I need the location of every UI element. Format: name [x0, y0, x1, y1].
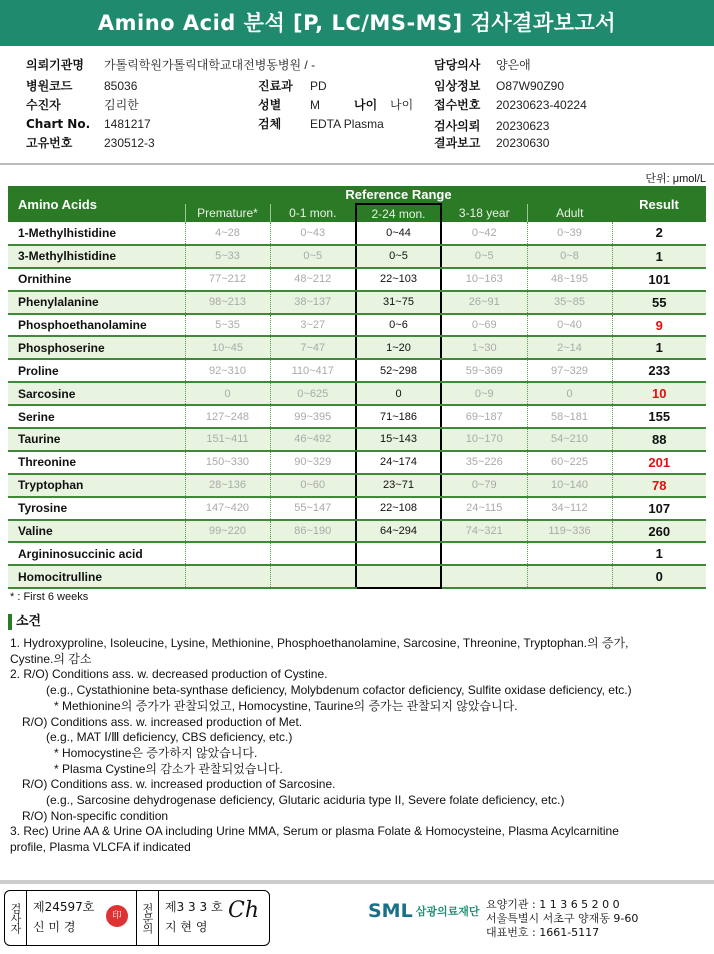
logo-text: SML: [368, 900, 413, 922]
amino-acid-name: Phosphoethanolamine: [8, 314, 185, 337]
amino-acid-name: Taurine: [8, 428, 185, 451]
table-row: [8, 268, 706, 291]
reference-range: 48~212: [270, 268, 356, 291]
reference-range: 74~321: [441, 520, 527, 543]
chart-number: 1481217: [104, 117, 151, 131]
header-adult: Adult: [527, 204, 612, 222]
reference-range: 127~248: [185, 405, 270, 428]
reference-range: 46~492: [270, 428, 356, 451]
label: 담당의사: [434, 58, 481, 72]
hospital-code: 85036: [104, 79, 138, 93]
comment-line: R/O) Non-specific condition: [22, 808, 169, 823]
tester-label: 검사자: [9, 903, 22, 933]
reference-range: 69~187: [441, 405, 527, 428]
reference-range: [441, 542, 527, 565]
reference-range: 90~329: [270, 451, 356, 474]
header-amino-acids: Amino Acids: [8, 186, 185, 222]
table-row: [8, 245, 706, 268]
result-value: 1: [612, 336, 706, 359]
reference-range: 60~225: [527, 451, 612, 474]
reference-range: 52~298: [356, 359, 441, 382]
reference-range: 0~625: [270, 382, 356, 405]
reference-range: 71~186: [356, 405, 441, 428]
table-row: [8, 336, 706, 359]
table-row: [8, 565, 706, 588]
reference-range: 98~213: [185, 291, 270, 314]
result-value: 9: [612, 314, 706, 337]
reference-range: 1~20: [356, 336, 441, 359]
reference-range: [185, 565, 270, 588]
reference-range: 0~42: [441, 222, 527, 245]
footnote: * : First 6 weeks: [10, 591, 89, 603]
table-row: [8, 542, 706, 565]
table-row: [8, 359, 706, 382]
label: 병원코드: [26, 79, 73, 93]
specimen: EDTA Plasma: [310, 117, 384, 131]
reference-range: 0~39: [527, 222, 612, 245]
doctor-number: 제3 3 3 호: [165, 900, 223, 914]
patient-name: 김리한: [104, 98, 139, 112]
reference-range: 10~140: [527, 474, 612, 497]
divider: [0, 880, 714, 884]
result-value: 1: [612, 542, 706, 565]
table-row: [8, 291, 706, 314]
amino-acid-name: Tryptophan: [8, 474, 185, 497]
header-2-24-mon: 2-24 mon.: [356, 204, 441, 222]
result-value: 107: [612, 497, 706, 520]
amino-acid-name: Phosphoserine: [8, 336, 185, 359]
label: 진료과: [258, 79, 293, 93]
reference-range: 7~47: [270, 336, 356, 359]
tester-number: 제24597호: [33, 900, 95, 914]
label: 성별: [258, 98, 282, 112]
label: 접수번호: [434, 98, 481, 112]
table-row: [8, 497, 706, 520]
result-value: 1: [612, 245, 706, 268]
reference-range: [527, 542, 612, 565]
org-info: [486, 898, 638, 940]
reference-range: 35~226: [441, 451, 527, 474]
reference-range: 10~45: [185, 336, 270, 359]
result-value: 78: [612, 474, 706, 497]
comment-line: (e.g., MAT Ⅰ/Ⅲ deficiency, CBS deficiency, etc.): [46, 730, 293, 745]
result-value: 260: [612, 520, 706, 543]
reference-range: 59~369: [441, 359, 527, 382]
doctor-name: 지 현 영: [165, 920, 208, 934]
institution: 가톨릭학원가톨릭대학교대전병동병원 / -: [104, 58, 316, 72]
tester: [27, 891, 137, 945]
table-row: [8, 474, 706, 497]
comment-line: R/O) Conditions ass. w. increased production of Met.: [22, 714, 303, 729]
header-0-1-mon: 0-1 mon.: [270, 204, 356, 222]
label: 검사의뢰: [434, 119, 481, 133]
reference-range: 92~310: [185, 359, 270, 382]
amino-acid-name: Threonine: [8, 451, 185, 474]
reference-range: 0~60: [270, 474, 356, 497]
doctor-label: 전문의: [141, 903, 154, 933]
reference-range: 97~329: [527, 359, 612, 382]
clinical-info: O87W90Z90: [496, 79, 565, 93]
reference-range: 55~147: [270, 497, 356, 520]
reference-range: 0~5: [270, 245, 356, 268]
tester-label-cell: [5, 891, 27, 945]
reference-range: 38~137: [270, 291, 356, 314]
handwritten-signature: Ch: [227, 898, 259, 923]
reference-range: 0: [185, 382, 270, 405]
reference-range: 99~220: [185, 520, 270, 543]
comment-line: * Homocystine은 증가하지 않았습니다.: [54, 745, 258, 760]
label: 결과보고: [434, 136, 481, 150]
result-value: 88: [612, 428, 706, 451]
result-value: 201: [612, 451, 706, 474]
result-value: 233: [612, 359, 706, 382]
reference-range: 15~143: [356, 428, 441, 451]
reference-range: 0~69: [441, 314, 527, 337]
table-row: [8, 314, 706, 337]
header-reference-range: Reference Range: [185, 186, 612, 204]
tester-name: 신 미 경: [33, 920, 76, 934]
sex: M: [310, 98, 320, 112]
reference-range: 0~6: [356, 314, 441, 337]
result-value: 101: [612, 268, 706, 291]
reference-range: 23~71: [356, 474, 441, 497]
reference-range: 58~181: [527, 405, 612, 428]
comments: [10, 636, 632, 856]
reference-range: 35~85: [527, 291, 612, 314]
table-row: [8, 222, 706, 245]
reference-range: [356, 565, 441, 588]
amino-acid-name: Proline: [8, 359, 185, 382]
result-value: 0: [612, 565, 706, 588]
sml-logo: [368, 900, 479, 922]
reference-range: 0~5: [356, 245, 441, 268]
amino-acid-name: 1-Methylhistidine: [8, 222, 185, 245]
reference-range: 22~108: [356, 497, 441, 520]
label: 의뢰기관명: [26, 58, 84, 72]
result-value: 155: [612, 405, 706, 428]
department: PD: [310, 79, 327, 93]
reference-range: 5~35: [185, 314, 270, 337]
receipt-number: 20230623-40224: [496, 98, 587, 112]
reference-range: 48~195: [527, 268, 612, 291]
reference-range: [185, 542, 270, 565]
org-phone: 대표번호 : 1661-5117: [486, 926, 600, 939]
amino-acid-name: Homocitrulline: [8, 565, 185, 588]
section-title: 소견: [8, 614, 41, 630]
reference-range: 0~8: [527, 245, 612, 268]
reference-range: 10~170: [441, 428, 527, 451]
reference-range: 0~9: [441, 382, 527, 405]
reference-range: 99~395: [270, 405, 356, 428]
header-premature: Premature*: [185, 204, 270, 222]
table-row: [8, 428, 706, 451]
label: 임상정보: [434, 79, 481, 93]
header-3-18-year: 3-18 year: [441, 204, 527, 222]
amino-acid-name: Ornithine: [8, 268, 185, 291]
reference-range: 110~417: [270, 359, 356, 382]
divider: [0, 163, 714, 165]
label: 고유번호: [26, 136, 73, 150]
comment-line: 3. Rec) Urine AA & Urine OA including Urine MMA, Serum or plasma Folate & Homocysteine, Plasma Acylcarnitine: [10, 824, 619, 839]
reference-range: 4~28: [185, 222, 270, 245]
comment-line: Cystine.의 감소: [10, 651, 92, 666]
label: 나이: [354, 98, 378, 112]
reference-range: 119~336: [527, 520, 612, 543]
label: 수진자: [26, 98, 61, 112]
doctor-label-cell: [137, 891, 159, 945]
reference-range: 34~112: [527, 497, 612, 520]
org-address: 서울특별시 서초구 양재동 9-60: [486, 912, 639, 925]
reference-range: 22~103: [356, 268, 441, 291]
result-value: 10: [612, 382, 706, 405]
table-row: [8, 382, 706, 405]
doctor: 양은애: [496, 58, 531, 72]
reference-range: 0: [527, 382, 612, 405]
amino-acid-name: Valine: [8, 520, 185, 543]
header-result: Result: [612, 186, 706, 222]
amino-acid-name: Tyrosine: [8, 497, 185, 520]
org-name: 삼광의료재단: [415, 905, 480, 918]
amino-acid-name: Serine: [8, 405, 185, 428]
report-title: Amino Acid 분석 [P, LC/MS-MS] 검사결과보고서: [0, 0, 714, 46]
reference-range: 1~30: [441, 336, 527, 359]
org-code: 요양기관 : 1 1 3 6 5 2 0 0: [486, 898, 620, 911]
label: Chart No.: [26, 117, 91, 131]
reference-range: 24~115: [441, 497, 527, 520]
reference-range: 0~5: [441, 245, 527, 268]
reference-range: 77~212: [185, 268, 270, 291]
comment-line: 1. Hydroxyproline, Isoleucine, Lysine, Methionine, Phosphoethanolamine, Sarcosine, Threonine, Tryptophan.의 증가,: [10, 636, 629, 650]
amino-acid-name: Argininosuccinic acid: [8, 542, 185, 565]
reference-range: 3~27: [270, 314, 356, 337]
comment-line: (e.g., Sarcosine dehydrogenase deficiency, Glutaric aciduria type II, Severe folate deficiency, etc.): [46, 793, 565, 808]
reference-range: [356, 542, 441, 565]
reference-range: 28~136: [185, 474, 270, 497]
comment-line: (e.g., Cystathionine beta-synthase deficiency, Molybdenum cofactor deficiency, Sulfite oxidase deficiency, etc.): [46, 683, 632, 698]
comment-line: * Methionine의 증가가 관찰되었고, Homocystine, Taurine의 증가는 관찰되지 않았습니다.: [54, 698, 518, 713]
reference-range: 0~40: [527, 314, 612, 337]
unique-id: 230512-3: [104, 136, 155, 150]
result-value: 55: [612, 291, 706, 314]
report-date: 20230630: [496, 136, 550, 150]
reference-range: 147~420: [185, 497, 270, 520]
age: 나이: [390, 98, 414, 112]
reference-range: 10~163: [441, 268, 527, 291]
table-row: [8, 451, 706, 474]
reference-range: 64~294: [356, 520, 441, 543]
amino-acid-name: 3-Methylhistidine: [8, 245, 185, 268]
reference-range: 150~330: [185, 451, 270, 474]
table-row: [8, 405, 706, 428]
comment-line: * Plasma Cystine의 감소가 관찰되었습니다.: [54, 761, 283, 776]
reference-range: 0~43: [270, 222, 356, 245]
reference-range: 0: [356, 382, 441, 405]
reference-range: 54~210: [527, 428, 612, 451]
label: 검체: [258, 117, 282, 131]
specialist: [159, 891, 269, 945]
reference-range: 24~174: [356, 451, 441, 474]
unit-label: 단위: μmol/L: [645, 173, 706, 185]
amino-acid-table: [8, 186, 706, 589]
reference-range: 86~190: [270, 520, 356, 543]
reference-range: 151~411: [185, 428, 270, 451]
reference-range: [441, 565, 527, 588]
reference-range: 0~79: [441, 474, 527, 497]
signature-box: [4, 890, 270, 946]
comment-line: profile, Plasma VLCFA if indicated: [10, 840, 191, 855]
seal-stamp: 印: [106, 905, 128, 927]
reference-range: [527, 565, 612, 588]
request-date: 20230623: [496, 119, 550, 133]
reference-range: [270, 542, 356, 565]
comment-line: R/O) Conditions ass. w. increased production of Sarcosine.: [22, 777, 336, 792]
comment-line: 2. R/O) Conditions ass. w. decreased production of Cystine.: [10, 667, 328, 682]
result-value: 2: [612, 222, 706, 245]
reference-range: [270, 565, 356, 588]
reference-range: 31~75: [356, 291, 441, 314]
reference-range: 2~14: [527, 336, 612, 359]
amino-acid-name: Sarcosine: [8, 382, 185, 405]
amino-acid-name: Phenylalanine: [8, 291, 185, 314]
reference-range: 26~91: [441, 291, 527, 314]
reference-range: 0~44: [356, 222, 441, 245]
reference-range: 5~33: [185, 245, 270, 268]
table-row: [8, 520, 706, 543]
